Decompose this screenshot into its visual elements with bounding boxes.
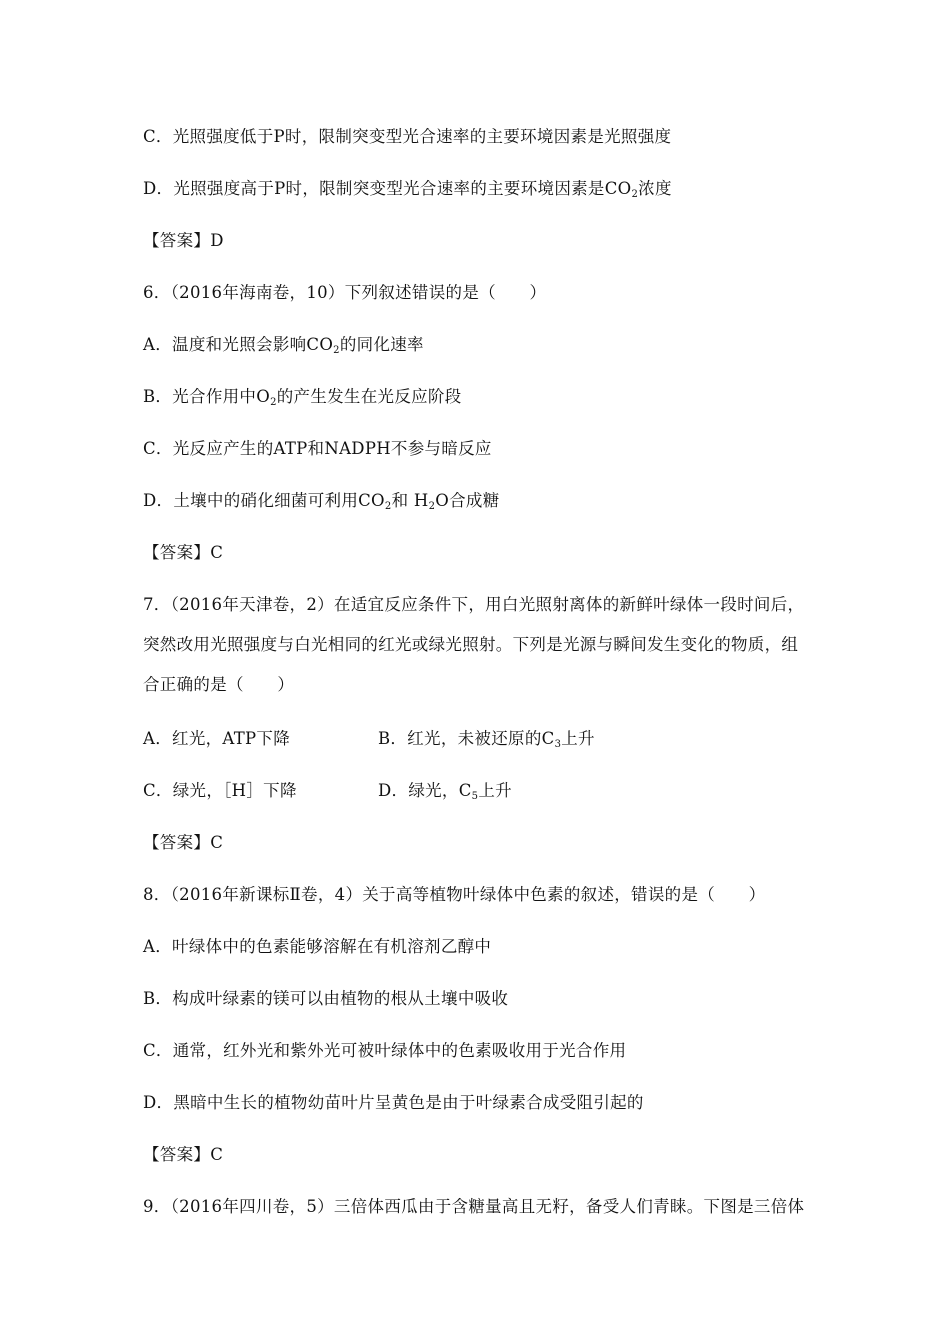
q7-stem-line1: 7．（2016年天津卷，2）在适宜反应条件下，用白光照射离体的新鲜叶绿体一段时间后，	[143, 595, 805, 614]
q6-option-c: C．光反应产生的ATP和NADPH不参与暗反应	[143, 439, 492, 458]
q8-option-d: D．黑暗中生长的植物幼苗叶片呈黄色是由于叶绿素合成受阻引起的	[143, 1093, 644, 1112]
q7-option-a: A．红光，ATP下降	[143, 729, 291, 748]
q9-stem: 9．（2016年四川卷，5）三倍体西瓜由于含糖量高且无籽，备受人们青睐。下图是三倍体	[143, 1197, 805, 1216]
q7-option-row2	[143, 780, 512, 802]
q7-option-d: D．绿光，$C_5$上升	[378, 781, 512, 802]
q6-option-a: A．温度和光照会影响$CO_2$的同化速率	[143, 335, 424, 356]
q8-option-c: C．通常，红外光和紫外光可被叶绿体中的色素吸收用于光合作用	[143, 1041, 627, 1060]
q7-option-c: C．绿光，［H］下降	[143, 781, 297, 800]
q6-stem: 6．（2016年海南卷，10）下列叙述错误的是（ ）	[143, 283, 547, 302]
q7-option-b: B．红光，未被还原的$C_3$上升	[378, 729, 595, 750]
q5-option-c: C．光照强度低于P时，限制突变型光合速率的主要环境因素是光照强度	[143, 127, 672, 146]
q7-option-row1	[143, 728, 595, 750]
q8-option-a: A．叶绿体中的色素能够溶解在有机溶剂乙醇中	[143, 937, 492, 956]
q6-answer: 【答案】C	[143, 543, 224, 562]
q8-answer: 【答案】C	[143, 1145, 224, 1164]
q6-option-d: D．土壤中的硝化细菌可利用$CO_2$和 $H_2O$合成糖	[143, 491, 500, 512]
q7-stem-line2: 突然改用光照强度与白光相同的红光或绿光照射。下列是光源与瞬间发生变化的物质，组	[143, 635, 799, 654]
q8-option-b: B．构成叶绿素的镁可以由植物的根从土壤中吸收	[143, 989, 509, 1008]
q7-stem-line3: 合正确的是（ ）	[143, 675, 295, 694]
q5-answer: 【答案】D	[143, 231, 224, 250]
q7-answer: 【答案】C	[143, 833, 224, 852]
q6-option-b: B．光合作用中$O_2$的产生发生在光反应阶段	[143, 387, 462, 408]
q5-option-d: D．光照强度高于P时，限制突变型光合速率的主要环境因素是$CO_2$浓度	[143, 179, 672, 200]
q8-stem: 8．（2016年新课标Ⅱ卷，4）关于高等植物叶绿体中色素的叙述，错误的是（ ）	[143, 885, 766, 904]
